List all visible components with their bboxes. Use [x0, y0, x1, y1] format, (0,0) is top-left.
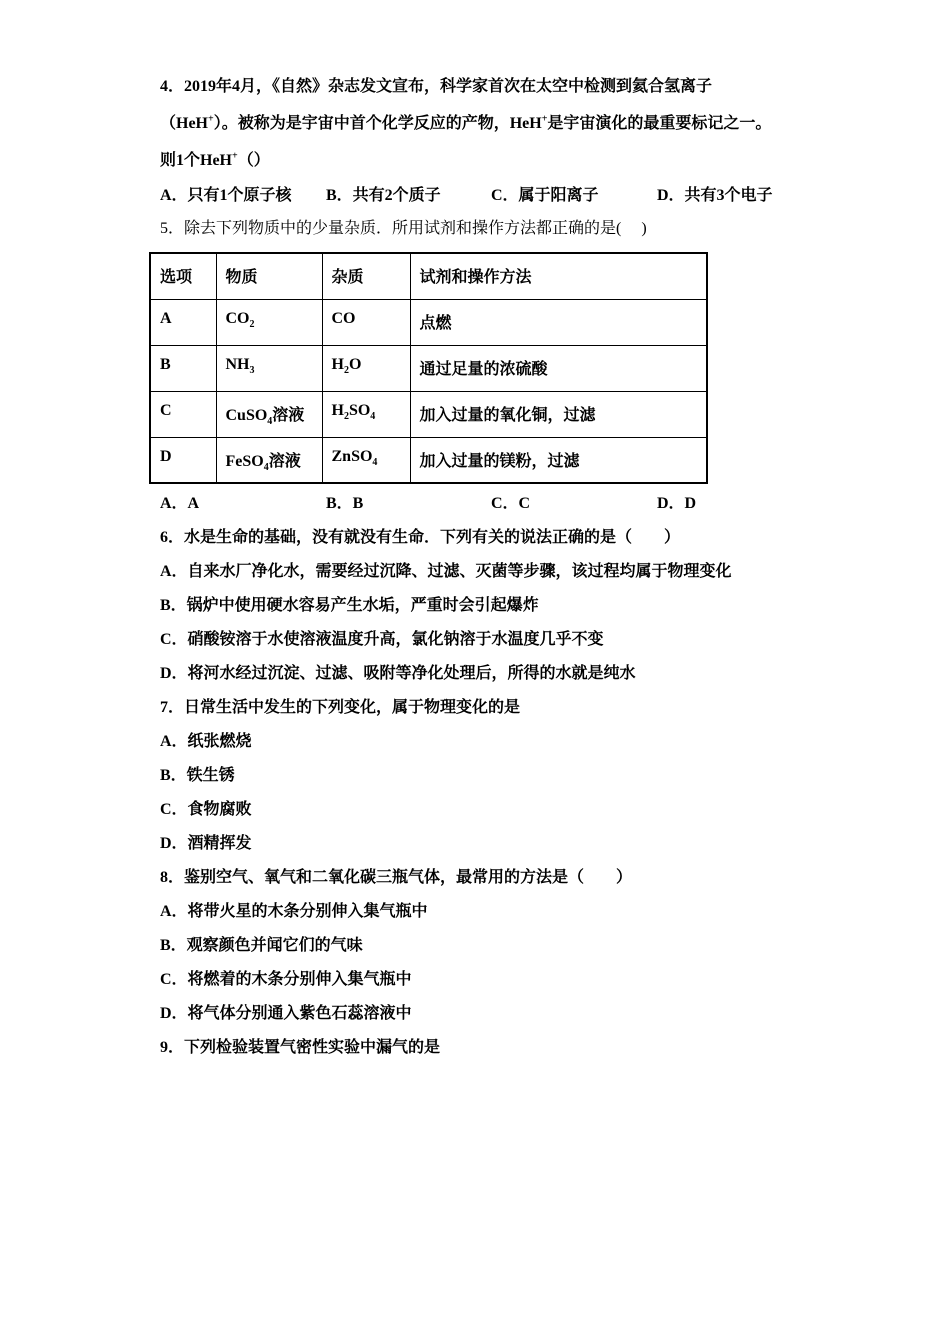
q5-option-a[interactable]: A．A: [160, 495, 200, 512]
formula-main: FeSO: [225, 452, 264, 470]
formula-tail: O: [348, 355, 362, 373]
q4-option-a[interactable]: A．只有1个原子核: [160, 187, 292, 204]
q6-option-c[interactable]: C．硝酸铵溶于水使溶液温度升高，氯化钠溶于水温度几乎不变: [160, 631, 604, 648]
q7-option-c[interactable]: C．食物腐败: [160, 801, 252, 818]
q8-option-c[interactable]: C．将燃着的木条分别伸入集气瓶中: [160, 971, 412, 988]
q7-option-a[interactable]: A．纸张燃烧: [160, 733, 252, 750]
table-row: [150, 391, 707, 437]
q6-option-a[interactable]: A．自来水厂净化水，需要经过沉降、过滤、灭菌等步骤，该过程均属于物理变化: [160, 563, 732, 580]
formula-subscript: 2: [343, 364, 349, 376]
cell-impurity: [322, 299, 410, 345]
formula-main: ZnSO: [331, 447, 373, 465]
q5-option-c[interactable]: C．C: [491, 495, 531, 512]
q4-stem-line3: [160, 151, 270, 171]
q6-option-d[interactable]: D．将河水经过沉淀、过滤、吸附等净化处理后，所得的水就是纯水: [160, 665, 636, 682]
cell-option: A: [150, 299, 216, 345]
q4-option-c[interactable]: C．属于阳离子: [491, 187, 599, 204]
q4-line2-text-a: （HeH: [160, 115, 208, 132]
header-impurity: 杂质: [322, 253, 410, 299]
q4-line3-text-a: 则1个HeH: [160, 152, 232, 169]
cell-method: 点燃: [410, 299, 707, 345]
formula-tail: 溶液: [268, 452, 301, 470]
header-method: 试剂和操作方法: [410, 253, 707, 299]
cell-method: 加入过量的氧化铜，过滤: [410, 391, 707, 437]
formula-subscript: 4: [267, 415, 273, 427]
q4-line3-sup: +: [232, 150, 238, 162]
header-option: 选项: [150, 253, 216, 299]
formula-tail: SO: [348, 401, 371, 419]
cell-impurity: [322, 345, 410, 391]
cell-method: 通过足量的浓硫酸: [410, 345, 707, 391]
header-substance: 物质: [216, 253, 322, 299]
cell-substance: [216, 437, 322, 483]
cell-option: C: [150, 391, 216, 437]
q5-option-d[interactable]: D．D: [657, 495, 697, 512]
q4-option-d[interactable]: D．共有3个电子: [657, 187, 773, 204]
formula-main: CO: [225, 309, 250, 327]
cell-method: 加入过量的镁粉，过滤: [410, 437, 707, 483]
formula-main: CuSO: [225, 406, 268, 424]
cell-substance: [216, 345, 322, 391]
cell-option: B: [150, 345, 216, 391]
formula-tail: 溶液: [272, 406, 305, 424]
q4-line2-sup2: +: [541, 113, 548, 125]
cell-impurity: [322, 391, 410, 437]
q4-line2-sup: +: [208, 113, 214, 125]
cell-impurity: [322, 437, 410, 483]
cell-option: D: [150, 437, 216, 483]
formula-subscript: 4: [263, 461, 269, 473]
q6-option-b[interactable]: B．锅炉中使用硬水容易产生水垢，严重时会引起爆炸: [160, 597, 539, 614]
table-row: [150, 345, 707, 391]
q8-option-d[interactable]: D．将气体分别通入紫色石蕊溶液中: [160, 1005, 412, 1022]
q4-option-b[interactable]: B．共有2个质子: [326, 187, 441, 204]
formula-subscript: 3: [249, 364, 255, 376]
table-row: [150, 437, 707, 483]
q8-option-b[interactable]: B．观察颜色并闻它们的气味: [160, 937, 363, 954]
q5-option-b[interactable]: B．B: [326, 495, 364, 512]
q4-line3-text-b: （）: [237, 152, 270, 169]
q4-stem-line2: [160, 114, 771, 134]
q7-stem: 7．日常生活中发生的下列变化，属于物理变化的是: [160, 699, 521, 716]
formula-main: H: [331, 355, 344, 373]
formula-subscript: 2: [343, 410, 349, 422]
formula-subscript-2: 4: [370, 410, 376, 422]
q7-option-d[interactable]: D．酒精挥发: [160, 835, 252, 852]
q7-option-b[interactable]: B．铁生锈: [160, 767, 235, 784]
table-row: [150, 299, 707, 345]
formula-main: CO: [331, 309, 356, 327]
formula-main: NH: [225, 355, 250, 373]
formula-subscript: 2: [249, 318, 255, 330]
table-header-row: [150, 253, 707, 299]
q8-stem: 8．鉴别空气、氧气和二氧化碳三瓶气体，最常用的方法是（ ）: [160, 869, 633, 886]
formula-subscript: 4: [372, 456, 378, 468]
q6-stem: 6．水是生命的基础，没有就没有生命．下列有关的说法正确的是（ ）: [160, 529, 681, 546]
q5-table: [149, 252, 708, 484]
q4-line2-text-b: ）。被称为是宇宙中首个化学反应的产物，HeH: [213, 115, 542, 132]
q9-stem: 9．下列检验装置气密性实验中漏气的是: [160, 1039, 441, 1056]
q4-line2-text-c: 是宇宙演化的最重要标记之一。: [547, 115, 772, 132]
formula-main: H: [331, 401, 344, 419]
q8-option-a[interactable]: A．将带火星的木条分别伸入集气瓶中: [160, 903, 428, 920]
q5-stem: 5．除去下列物质中的少量杂质．所用试剂和操作方法都正确的是( ): [160, 220, 647, 237]
cell-substance: [216, 391, 322, 437]
cell-substance: [216, 299, 322, 345]
q4-stem-line1: 4．2019年4月，《自然》杂志发文宣布，科学家首次在太空中检测到氦合氢离子: [160, 78, 713, 95]
